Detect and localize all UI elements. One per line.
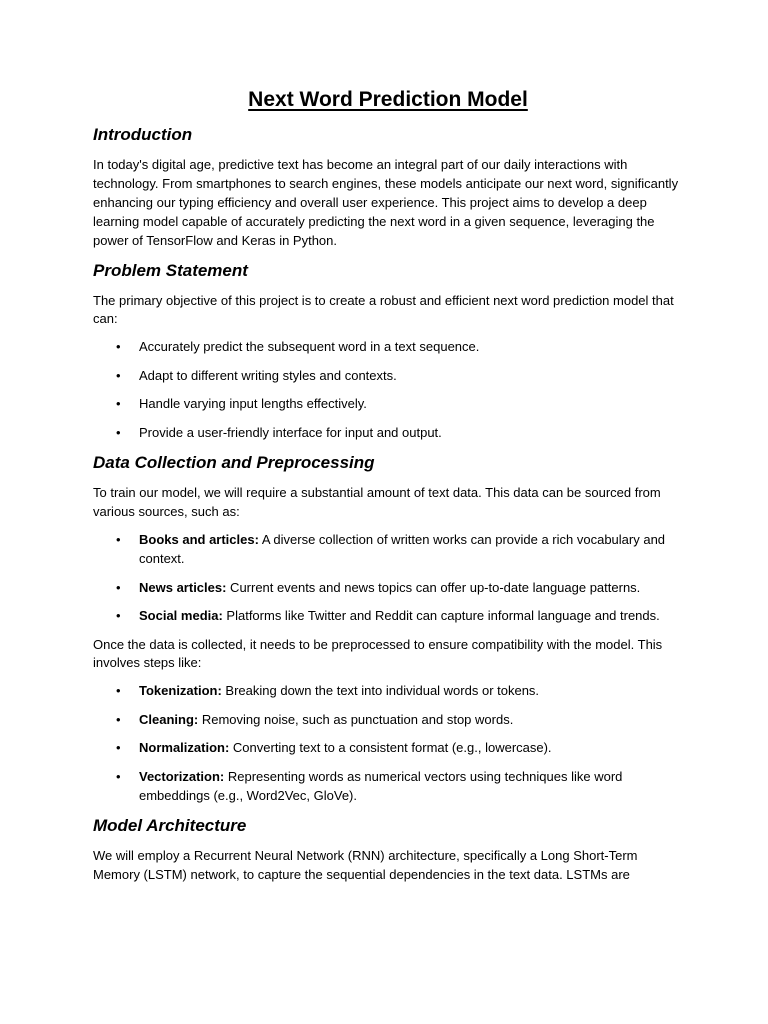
bullet-icon: •	[116, 683, 121, 699]
document-title: Next Word Prediction Model	[248, 88, 528, 111]
list-item-text: Representing words as numerical vectors using techniques like word embeddings (e.g., Word2Vec, GloVe).	[139, 768, 623, 803]
section-heading-problem-statement: Problem Statement	[93, 260, 248, 280]
bullet-icon: •	[116, 367, 121, 383]
introduction-paragraph: In today's digital age, predictive text has become an integral part of our daily interactions with technology. From smartphones to search engines, these models anticipate our next word, significantly enhancing our typing efficiency and overall user experience. This project aims to develop a deep learning model capable of accurately predicting the next word in a given sequence, leveraging the power of TensorFlow and Keras in Python.	[93, 157, 679, 248]
list-item	[93, 395, 683, 414]
data-collection-paragraph: To train our model, we will require a substantial amount of text data. This data can be sourced from various sources, such as:	[93, 485, 661, 520]
list-item	[93, 424, 683, 443]
list-item	[93, 768, 683, 806]
objectives-list	[93, 338, 683, 442]
list-item-term: Cleaning:	[139, 711, 199, 727]
list-item	[93, 739, 683, 758]
list-item-text: Handle varying input lengths effectively.	[139, 396, 367, 412]
bullet-icon: •	[116, 768, 121, 784]
list-item-text: Provide a user-friendly interface for input and output.	[139, 424, 442, 440]
list-item-term: Books and articles:	[139, 532, 259, 548]
bullet-icon: •	[116, 740, 121, 756]
bullet-icon: •	[116, 608, 121, 624]
list-item	[93, 607, 683, 626]
preprocessing-steps-list	[93, 682, 683, 805]
model-architecture-paragraph: We will employ a Recurrent Neural Network (RNN) architecture, specifically a Long Short-Term Memory (LSTM) network, to capture the sequential dependencies in the text data. LSTMs are	[93, 848, 638, 883]
list-item-term: News articles:	[139, 579, 227, 595]
list-item-term: Social media:	[139, 608, 223, 624]
list-item	[93, 367, 683, 386]
bullet-icon: •	[116, 579, 121, 595]
bullet-icon: •	[116, 532, 121, 548]
bullet-icon: •	[116, 339, 121, 355]
list-item-text: Converting text to a consistent format (e.g., lowercase).	[229, 740, 552, 756]
bullet-icon: •	[116, 396, 121, 412]
list-item	[93, 711, 683, 730]
list-item-text: Accurately predict the subsequent word in a text sequence.	[139, 339, 480, 355]
list-item	[93, 338, 683, 357]
list-item	[93, 579, 683, 598]
list-item	[93, 531, 683, 569]
list-item-text: Breaking down the text into individual words or tokens.	[221, 683, 540, 699]
section-heading-model-architecture: Model Architecture	[93, 816, 247, 836]
problem-statement-paragraph: The primary objective of this project is to create a robust and efficient next word prediction model that can:	[93, 292, 674, 327]
section-heading-introduction: Introduction	[93, 125, 193, 144]
list-item-text: A diverse collection of written works can provide a rich vocabulary and context.	[139, 532, 666, 567]
list-item-text: Removing noise, such as punctuation and stop words.	[198, 711, 514, 727]
list-item-term: Tokenization:	[139, 683, 222, 699]
bullet-icon: •	[116, 424, 121, 440]
document-page	[93, 86, 683, 894]
section-heading-data-collection: Data Collection and Preprocessing	[93, 453, 375, 473]
list-item-text: Adapt to different writing styles and contexts.	[139, 367, 397, 383]
list-item-text: Platforms like Twitter and Reddit can capture informal language and trends.	[222, 608, 660, 624]
bullet-icon: •	[116, 711, 121, 727]
data-sources-list	[93, 531, 683, 626]
list-item-term: Normalization:	[139, 740, 230, 756]
list-item-term: Vectorization:	[139, 768, 225, 784]
preprocessing-paragraph: Once the data is collected, it needs to be preprocessed to ensure compatibility with the model. This involves steps like:	[93, 636, 663, 671]
list-item-text: Current events and news topics can offer up-to-date language patterns.	[226, 579, 641, 595]
list-item	[93, 682, 683, 701]
